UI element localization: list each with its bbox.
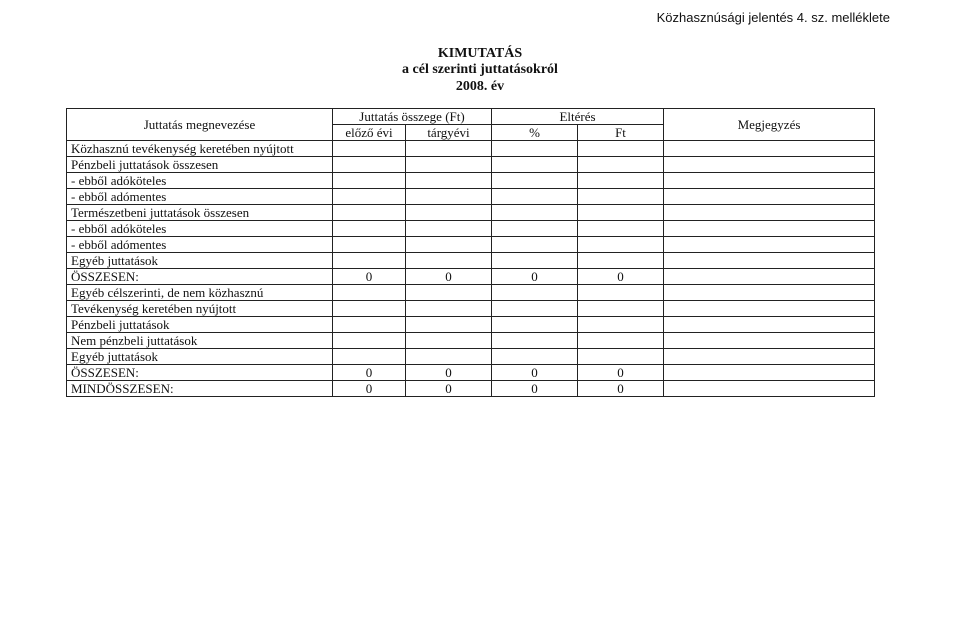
cell-prev-year: 0 [333,365,406,381]
cell-diff-ft [578,237,664,253]
row-label: - ebből adóköteles [67,221,333,237]
cell-note [664,157,875,173]
row-label: Egyéb célszerinti, de nem közhasznú [67,285,333,301]
table-row [67,381,875,397]
cell-note [664,253,875,269]
row-label: MINDÖSSZESEN: [67,381,333,397]
cell-prev-year: 0 [333,381,406,397]
cell-note [664,365,875,381]
cell-current-year: 0 [406,365,492,381]
cell-diff-ft [578,189,664,205]
cell-note [664,269,875,285]
cell-diff-percent [492,237,578,253]
cell-current-year [406,333,492,349]
cell-note [664,349,875,365]
cell-diff-ft [578,253,664,269]
cell-note [664,205,875,221]
cell-note [664,301,875,317]
row-label: Egyéb juttatások [67,349,333,365]
cell-diff-percent [492,141,578,157]
header-current-year: tárgyévi [406,125,492,141]
table-row [67,317,875,333]
cell-diff-percent [492,173,578,189]
cell-diff-ft [578,301,664,317]
benefits-table [66,108,875,397]
cell-diff-percent [492,253,578,269]
cell-note [664,173,875,189]
cell-prev-year [333,189,406,205]
table-row [67,365,875,381]
cell-diff-percent [492,157,578,173]
cell-diff-percent [492,333,578,349]
cell-current-year [406,237,492,253]
cell-current-year [406,285,492,301]
cell-prev-year [333,317,406,333]
cell-current-year [406,141,492,157]
table-row [67,157,875,173]
cell-current-year [406,253,492,269]
table-row [67,333,875,349]
table-row [67,141,875,157]
cell-note [664,285,875,301]
row-label: Nem pénzbeli juttatások [67,333,333,349]
cell-diff-percent [492,205,578,221]
cell-prev-year [333,141,406,157]
cell-note [664,237,875,253]
cell-diff-ft [578,157,664,173]
row-label: - ebből adóköteles [67,173,333,189]
header-ft: Ft [578,125,664,141]
cell-prev-year [333,349,406,365]
row-label: Pénzbeli juttatások összesen [67,157,333,173]
row-label: Pénzbeli juttatások [67,317,333,333]
row-label: Természetbeni juttatások összesen [67,205,333,221]
cell-diff-percent [492,317,578,333]
cell-diff-ft: 0 [578,365,664,381]
cell-current-year [406,189,492,205]
cell-prev-year [333,285,406,301]
table-row [67,285,875,301]
header-diff: Eltérés [492,109,664,125]
header-prev-year: előző évi [333,125,406,141]
header-note: Megjegyzés [664,109,875,141]
cell-diff-ft [578,349,664,365]
cell-diff-ft: 0 [578,269,664,285]
document-subtitle: a cél szerinti juttatásokról [402,62,558,77]
cell-diff-percent [492,189,578,205]
table-row [67,205,875,221]
cell-current-year [406,301,492,317]
cell-current-year [406,205,492,221]
cell-prev-year [333,157,406,173]
cell-current-year [406,349,492,365]
cell-diff-percent [492,221,578,237]
cell-prev-year [333,333,406,349]
row-label: ÖSSZESEN: [67,365,333,381]
row-label: ÖSSZESEN: [67,269,333,285]
cell-prev-year: 0 [333,269,406,285]
table-row [67,349,875,365]
row-label: - ebből adómentes [67,237,333,253]
cell-prev-year [333,173,406,189]
table-row [67,189,875,205]
cell-note [664,141,875,157]
cell-diff-ft [578,285,664,301]
header-amount: Juttatás összege (Ft) [333,109,492,125]
cell-diff-percent: 0 [492,381,578,397]
cell-note [664,317,875,333]
row-label: Tevékenység keretében nyújtott [67,301,333,317]
cell-diff-percent: 0 [492,269,578,285]
header-row [67,109,875,125]
row-label: Közhasznú tevékenység keretében nyújtott [67,141,333,157]
cell-prev-year [333,205,406,221]
cell-current-year: 0 [406,269,492,285]
cell-current-year [406,157,492,173]
cell-note [664,221,875,237]
cell-prev-year [333,253,406,269]
cell-diff-ft [578,141,664,157]
cell-note [664,333,875,349]
cell-prev-year [333,301,406,317]
cell-current-year: 0 [406,381,492,397]
table-row [67,301,875,317]
cell-current-year [406,317,492,333]
table-row [67,269,875,285]
cell-diff-ft [578,221,664,237]
cell-diff-percent [492,285,578,301]
header-percent: % [492,125,578,141]
document-year: 2008. év [455,79,505,94]
cell-diff-percent: 0 [492,365,578,381]
cell-prev-year [333,221,406,237]
cell-prev-year [333,237,406,253]
cell-diff-ft [578,333,664,349]
cell-current-year [406,173,492,189]
cell-diff-ft [578,205,664,221]
cell-current-year [406,221,492,237]
row-label: Egyéb juttatások [67,253,333,269]
table-row [67,221,875,237]
table-row [67,237,875,253]
cell-diff-ft [578,317,664,333]
table-row [67,173,875,189]
table-row [67,253,875,269]
document-title: KIMUTATÁS [437,46,523,61]
cell-diff-ft [578,173,664,189]
cell-note [664,381,875,397]
cell-diff-percent [492,349,578,365]
annex-reference: Közhasznúsági jelentés 4. sz. melléklete [656,10,890,25]
cell-note [664,189,875,205]
row-label: - ebből adómentes [67,189,333,205]
header-name: Juttatás megnevezése [67,109,333,141]
cell-diff-percent [492,301,578,317]
cell-diff-ft: 0 [578,381,664,397]
